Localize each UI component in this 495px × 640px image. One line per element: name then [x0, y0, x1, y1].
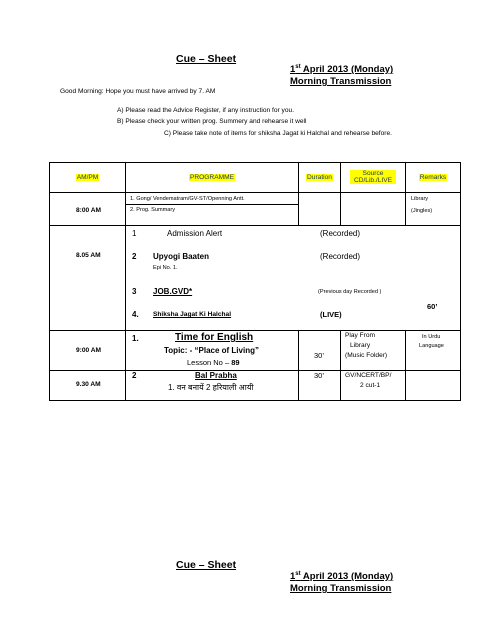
row4-title: Bal Prabha: [195, 371, 237, 380]
row2-duration: 60’: [427, 302, 438, 311]
row4-time: 9.30 AM: [76, 381, 101, 388]
header-remarks: Remarks: [419, 173, 447, 181]
date-day: 1: [290, 64, 296, 75]
row2-item4-status: (LIVE): [320, 310, 342, 319]
row1-remarks2: (Jingles): [411, 208, 433, 214]
row3-source1: Play From: [345, 332, 376, 339]
row3-duration: 30’: [314, 351, 325, 360]
row3-time: 9:00 AM: [76, 347, 102, 354]
row3-num: 1.: [132, 334, 139, 343]
row1-line1: 1. Gong/ Vendematram/GV-ST/Openning Antt.: [130, 196, 245, 202]
date-sup: st: [295, 63, 301, 70]
row2-item3-title: JOB.GVD*: [153, 287, 193, 296]
row3-remarks1: In Urdu: [422, 334, 441, 340]
footer-title: Cue – Sheet: [176, 559, 237, 571]
transmission-text: Morning Transmission: [290, 76, 392, 87]
row2-item1-status: (Recorded): [320, 229, 361, 238]
row1-remarks1: Library: [411, 196, 429, 202]
footer-date-sup: st: [295, 570, 301, 577]
header-ampm: AM/PM: [76, 173, 99, 181]
sheet-date: [290, 64, 393, 75]
footer-date-rest: April 2013 (Monday): [300, 571, 394, 582]
instruction-c: C) Please take note of items for shiksha Jagat ki Halchal and rehearse before.: [164, 130, 392, 137]
date-rest: April 2013 (Monday): [300, 64, 394, 75]
header-duration: Duration: [307, 173, 332, 181]
row3-source2: Library: [350, 342, 371, 349]
row2-time: 8.05 AM: [76, 252, 101, 259]
greeting: Good Morning: Hope you must have arrived by 7. AM: [60, 88, 216, 95]
footer-date-day: 1: [290, 571, 296, 582]
row2-item3-status: (Previous day Recorded ): [318, 289, 382, 295]
row2-item2-sub: Epi No. 1.: [153, 265, 178, 271]
instruction-a: A) Please read the Advice Register, if any instruction for you.: [117, 107, 295, 114]
footer-date: [290, 571, 393, 582]
row1-time: 8:00 AM: [76, 207, 102, 214]
header-source: Source CD/Lib./LIVE: [341, 163, 405, 191]
row2-item4-title: Shiksha Jagat Ki Halchal: [153, 311, 232, 318]
row2-item1-num: 1: [132, 229, 137, 238]
row1-line2: 2. Prog. Summary: [130, 207, 176, 213]
row2-item2-status: (Recorded): [320, 252, 361, 261]
row2-item3-num: 3: [132, 287, 137, 296]
row3-source3: (Music Folder): [345, 352, 388, 359]
header-programme: PROGRAMME: [190, 173, 234, 181]
footer-transmission-text: Morning Transmission: [290, 583, 392, 594]
row3-lesson: Lesson No – 89: [187, 358, 240, 367]
row3-lesson-no: 89: [231, 358, 240, 367]
row2-item2-title: Upyogi Baaten: [153, 252, 210, 261]
row4-num: 2: [132, 371, 137, 380]
row3-title: Time for English: [175, 332, 254, 343]
row4-source2: 2 cut-1: [360, 382, 381, 389]
transmission-label: [290, 76, 391, 87]
row2-item2-num: 2: [132, 252, 137, 261]
row4-source1: GV/NCERT/BP/: [345, 372, 392, 379]
footer-transmission: [290, 583, 391, 594]
row2-item4-num: 4.: [132, 310, 139, 319]
row4-duration: 30’: [314, 371, 325, 380]
sheet-title: Cue – Sheet: [176, 53, 237, 65]
row4-subtitle: 1. वन बनायें 2 हरियाली आयी: [168, 383, 254, 392]
instruction-b: B) Please check your written prog. Summery and rehearse it well: [117, 118, 307, 125]
row3-remarks2: Language: [419, 343, 444, 349]
row2-item1-title: Admission Alert: [167, 229, 223, 238]
row3-topic: Topic: - “Place of Living”: [164, 346, 259, 355]
